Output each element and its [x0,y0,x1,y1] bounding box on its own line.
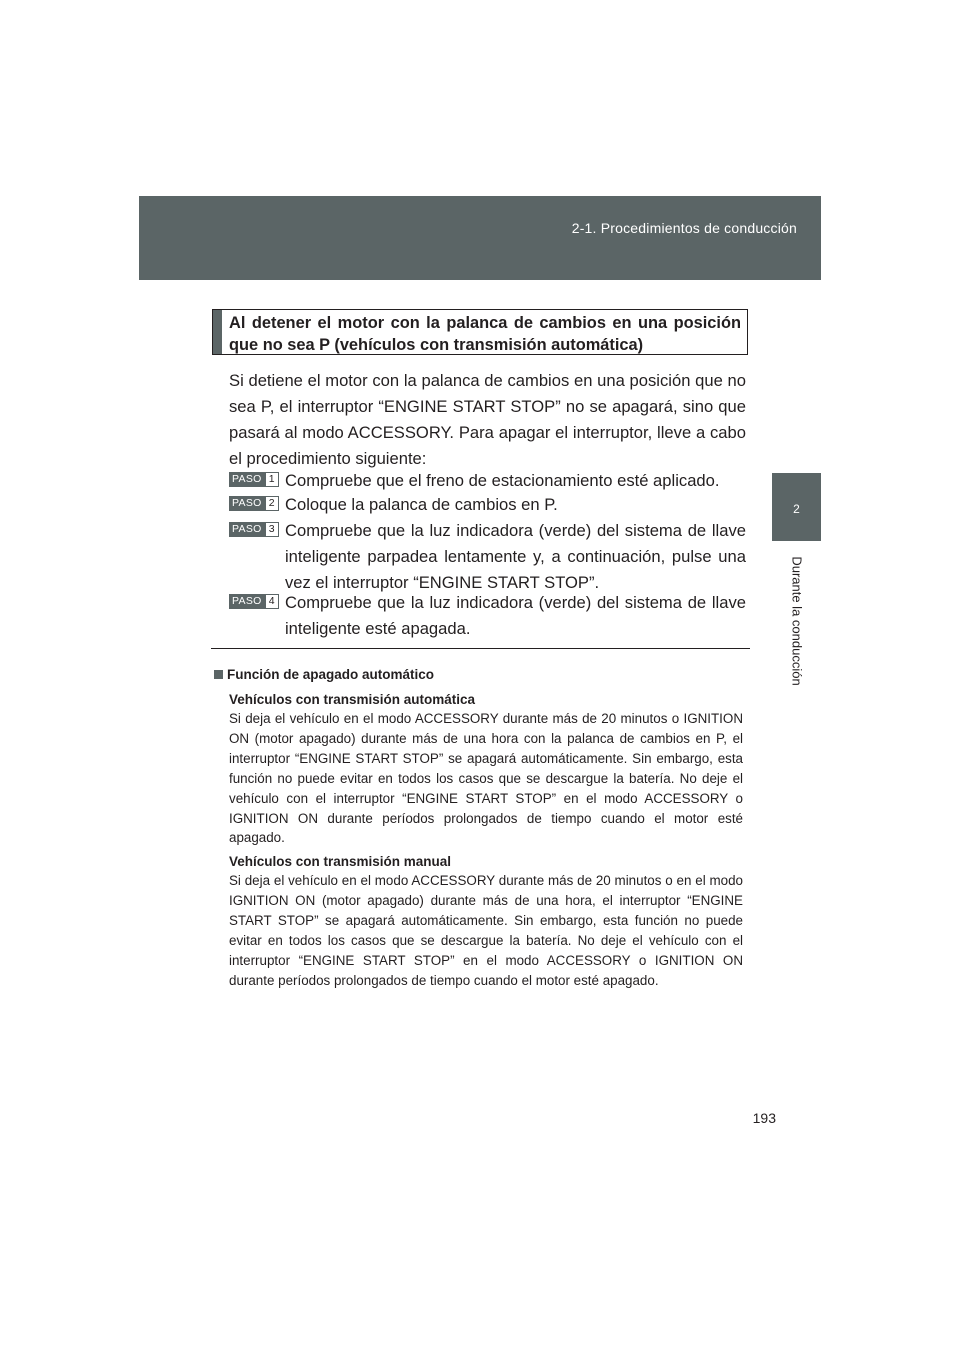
step-badge-word: PASO [229,496,265,511]
step-badge-number: 3 [265,522,279,537]
section-heading-bar [213,310,222,354]
note-manual-body: Si deja el vehículo en el modo ACCESSORY durante más de 20 minutos o en el modo IGNITION ON (motor apagado) durante más de una hora, el interruptor “ENGINE START STOP” se apagará automáticamente. Sin embargo, esta función no puede evitar en todos los casos que se descargue la batería. No deje el vehículo con el interruptor “ENGINE START STOP” en el modo ACCESSORY o IGNITION ON durante períodos prolongados de tiempo cuando el motor esté apagado. [229,873,743,988]
section-heading-box [212,309,748,355]
step-text: Compruebe que la luz indicadora (verde) del sistema de llave inteligente esté apagada. [285,593,746,638]
header-title: 2-1. Procedimientos de conducción [571,220,797,236]
step-badge-number: 4 [265,594,279,609]
step-text: Compruebe que el freno de estacionamiento esté aplicado. [285,471,720,490]
step-badge-word: PASO [229,522,265,537]
step-badge [229,594,279,609]
note-automatic-title: Vehículos con transmisión automática [229,692,476,707]
step-text: Compruebe que la luz indicadora (verde) del sistema de llave inteligente parpadea lentamente y, a continuación, pulse una vez el interruptor “ENGINE START STOP”. [285,521,746,592]
section-intro: Si detiene el motor con la palanca de cambios en una posición que no sea P, el interruptor “ENGINE START STOP” no se apagará, sino que pasará al modo ACCESSORY. Para apagar el interruptor, lleve a cabo el procedimiento siguiente: [229,371,746,468]
step-3 [229,518,746,596]
step-badge-word: PASO [229,472,265,487]
note-automatic-body: Si deja el vehículo en el modo ACCESSORY durante más de 20 minutos o IGNITION ON (motor apagado) durante más de una hora con la palanca de cambios en P, el interruptor “ENGINE START STOP” se apagará automáticamente. Sin embargo, esta función no puede evitar en todos los casos que se descargue la batería. No deje el vehículo con el interruptor “ENGINE START STOP” en el modo ACCESSORY o IGNITION ON durante períodos prolongados de tiempo cuando el motor esté apagado. [229,711,743,846]
step-badge [229,472,279,487]
note-manual-title: Vehículos con transmisión manual [229,854,452,869]
section-divider [211,648,750,649]
page-number: 193 [752,1110,776,1126]
chapter-label: Durante la conducción [789,556,804,686]
step-badge-number: 2 [265,496,279,511]
step-4 [229,590,746,642]
note-heading [214,667,434,682]
chapter-number: 2 [793,502,800,516]
section-title: Al detener el motor con la palanca de cambios en una posición que no sea P (vehículos con transmisión automática) [229,314,741,354]
step-badge-number: 1 [265,472,279,487]
header-band [139,196,821,280]
note-heading-text: Función de apagado automático [227,667,435,682]
step-text: Coloque la palanca de cambios en P. [285,495,558,514]
square-bullet-icon [214,670,223,679]
step-badge [229,496,279,511]
step-badge-word: PASO [229,594,265,609]
chapter-side-tab [772,541,821,706]
step-badge [229,522,279,537]
chapter-number-box [772,473,821,541]
step-1 [229,468,746,494]
step-2 [229,492,746,518]
